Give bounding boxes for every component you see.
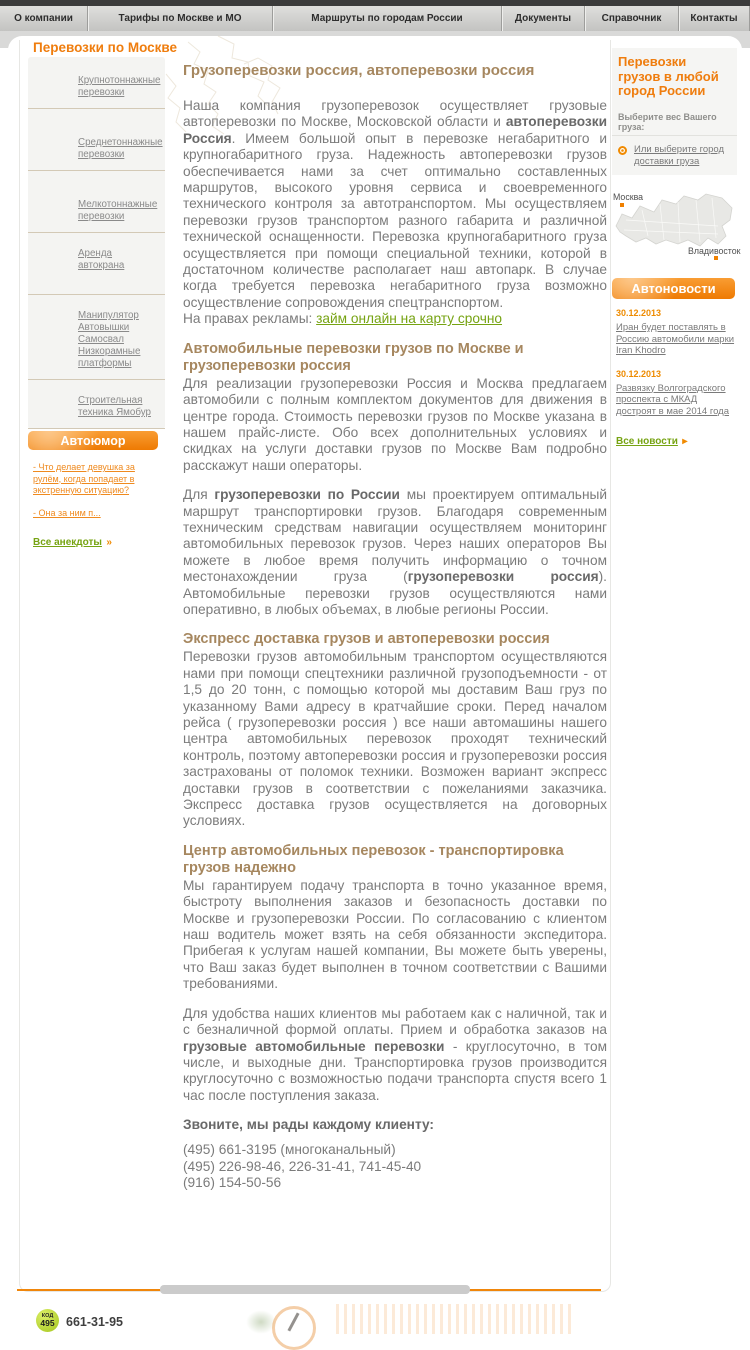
section-heading-moscow: Автомобильные перевозки грузов по Москве и грузоперевозки россия	[183, 340, 524, 374]
ad-line: На правах рекламы: займ онлайн на карту срочно	[183, 311, 502, 327]
map-city-vladivostok-dot	[714, 256, 718, 260]
news-arrow-icon: ▸	[682, 436, 688, 447]
sidebar-link-construction-equipment[interactable]: Строительная техника Ямобур	[78, 395, 151, 418]
paragraph-payment: Для удобства наших клиентов мы работаем как с наличной, так и с безналичной формой оплаты. Прием и обработка заказов на грузовые автомобильные перевозки - круглосуточно, в том числе, и выходные дни. Транспортировка грузов производится круглосуточно с возможностью подачи транспорта спустя всего 1 час после поступления заказа.	[183, 1005, 607, 1103]
news-header-bar	[612, 278, 735, 299]
badge-code-number: 495	[40, 1318, 55, 1328]
sidebar-link-heavy-transport[interactable]: Крупнотоннажные перевозки	[78, 75, 161, 98]
sidebar-link-medium-transport[interactable]: Среднетоннажные перевозки	[78, 137, 163, 160]
news-link-2[interactable]: Развязку Волгоградского проспекта с МКАД достроят в мае 2014 года	[616, 382, 729, 417]
phone-line-3: (916) 154-50-56	[183, 1174, 282, 1190]
weight-select-label: Выберите вес Вашего груза:	[618, 111, 717, 132]
map-city-moscow-dot	[620, 203, 624, 207]
joke-link-1[interactable]: - Что делает девушка за рулём, когда попадает в экстренную ситуацию?	[33, 462, 135, 495]
russia-map	[612, 186, 740, 270]
section-heading-center: Центр автомобильных перевозок - транспортировка грузов надежно	[183, 842, 564, 876]
nav-item-contacts[interactable]: Контакты	[679, 6, 750, 31]
city-select-box	[612, 135, 737, 175]
main-nav	[0, 6, 750, 32]
left-sidebar-menu	[28, 57, 165, 429]
news-date-1: 30.12.2013	[616, 308, 662, 318]
choose-city-link[interactable]: Или выберите город доставки груза	[634, 144, 725, 167]
sidebar-item-construction	[28, 380, 165, 429]
phone-numbers	[183, 1142, 607, 1191]
right-sidebar-title: Перевозки грузов в любой город России	[618, 54, 719, 98]
footer-phone: 661-31-95	[66, 1315, 123, 1329]
page-title: Грузоперевозки россия, автоперевозки россия	[183, 62, 535, 79]
sidebar-link-small-transport[interactable]: Мелкотоннажные перевозки	[78, 199, 158, 222]
all-jokes-link[interactable]: Все анекдоты	[33, 537, 102, 548]
phone-line-1: (495) 661-3195 (многоканальный)	[183, 1142, 396, 1158]
sidebar-item-small	[28, 171, 165, 233]
sidebar-item-crane	[28, 233, 165, 295]
nav-item-tariffs[interactable]: Тарифы по Москве и МО	[88, 6, 273, 31]
section-heading-express: Экспресс доставка грузов и автоперевозки россия	[183, 631, 550, 648]
humor-block	[33, 462, 155, 550]
paragraph-moscow: Для реализации грузоперевозки Россия и Москва предлагаем автомобили с полным комплектом документов для движения в центре города. Стоимость перевозки грузов по Москве указана в нашем прайс-листе. Обо всех дополнительных условиях и скидках на услуги доставки грузов по Москве Вам подробно расскажут наши операторы.	[183, 375, 607, 473]
call-us-heading: Звоните, мы рады каждому клиенту:	[183, 1117, 434, 1133]
left-sidebar-title: Перевозки по Москве	[33, 40, 178, 55]
map-city-vladivostok-label: Владивосток	[688, 246, 741, 256]
sidebar-item-medium	[28, 109, 165, 171]
sidebar-item-manipulator	[28, 295, 165, 380]
map-city-moscow-label: Москва	[613, 192, 644, 202]
joke-link-2[interactable]: - Она за ним п...	[33, 507, 101, 518]
phone-line-2: (495) 226-98-46, 226-31-41, 741-45-40	[183, 1158, 422, 1174]
humor-title: Автоюмор	[60, 433, 126, 448]
area-code-badge	[36, 1309, 59, 1332]
arrow-right-icon: »	[106, 537, 112, 548]
sidebar-item-heavy	[28, 57, 165, 109]
sidebar-link-crane-rent[interactable]: Аренда автокрана	[78, 248, 125, 271]
news-list	[616, 308, 736, 449]
all-news-link[interactable]: Все новости	[616, 436, 678, 447]
radio-bullet-icon	[618, 146, 627, 155]
nav-item-reference[interactable]: Справочник	[585, 6, 679, 31]
nav-item-documents[interactable]: Документы	[502, 6, 585, 31]
nav-item-routes[interactable]: Маршруты по городам России	[273, 6, 502, 31]
main-content	[183, 56, 607, 1191]
intro-paragraph: Наша компания грузоперевозок осуществляет грузовые автоперевозки по Москве, Московской области и автоперевозки Россия. Имеем большой опыт в перевозке негабаритного и крупногабаритного груза. Надежность автоперевозки грузов обеспечивается нами за счет оптимально составленных маршрутов, высокого уровня сервиса и своевременного технического контроля за автотранспортом. Мы осуществляем перевозки грузов транспортом разного габарита и различной технической оснащенности. Перевозка крупногабаритного груза осуществляется при помощи специальной техники, которой в достаточном количестве располагает наш автопарк. В случае когда требуется перевозка негабаритного груза возможно осуществление сопровождения спецтранспортом.	[183, 98, 607, 310]
paragraph-russia-routes: Для грузоперевозки по России мы проектируем оптимальный маршрут транспортировки грузов. Благодаря современным техническим средствам навигации осуществляем мониторинг автомобильных перевозок грузов. Через наших операторов Вы можете в любое время получить информацию о точном местонахождении груза (грузоперевозки россия). Автомобильные перевозки грузов осуществляются нами оперативно, в любых объемах, в любые регионы России.	[183, 487, 607, 617]
news-title: Автоновости	[631, 281, 716, 296]
footer-divider-handle	[160, 1285, 470, 1294]
footer-emblem-decoration	[272, 1306, 316, 1350]
footer-stripes-decoration	[336, 1304, 574, 1334]
paragraph-guarantee: Мы гарантируем подачу транспорта в точно указанное время, быстроту выполнения заказов и безопасность доставки по Москве и грузоперевозки России. По согласованию с клиентом наш водитель может взять на себя обязанности экспедитора. Прибегая к услугам нашей компании, Вы можете быть уверены, что Ваш заказ будет выполнен в точном соответствии с Вашими требованиями.	[183, 877, 607, 992]
news-link-1[interactable]: Иран будет поставлять в Россию автомобили марки Iran Khodro	[616, 322, 735, 356]
sidebar-link-manipulator[interactable]: Манипулятор Автовышки Самосвал Низкорамные платформы	[78, 310, 141, 369]
nav-item-about[interactable]: О компании	[0, 6, 88, 31]
humor-header-bar	[28, 431, 158, 450]
cargo-city-box	[612, 48, 737, 135]
badge-code-label: КОД	[41, 1312, 54, 1319]
paragraph-express: Перевозки грузов автомобильным транспортом осуществляются нами при помощи спецтехники различной грузоподъемности - от 1,5 до 20 тонн, с помощью которой мы доставим Ваш груз по указанному Вами адресу в кратчайшие сроки. Перед началом рейса ( грузоперевозки россия ) все наши автомашины нашего центра автомобильных перевозок проходят технический контроль, поэтому автоперевозки россия и грузоперевозки россия застрахованы от поломок техники. Возможен вариант экспресс доставки грузов в соответствии с пожеланиями заказчика. Экспресс доставка грузов осуществляется на договорных условиях.	[183, 649, 607, 829]
news-date-2: 30.12.2013	[616, 368, 662, 379]
